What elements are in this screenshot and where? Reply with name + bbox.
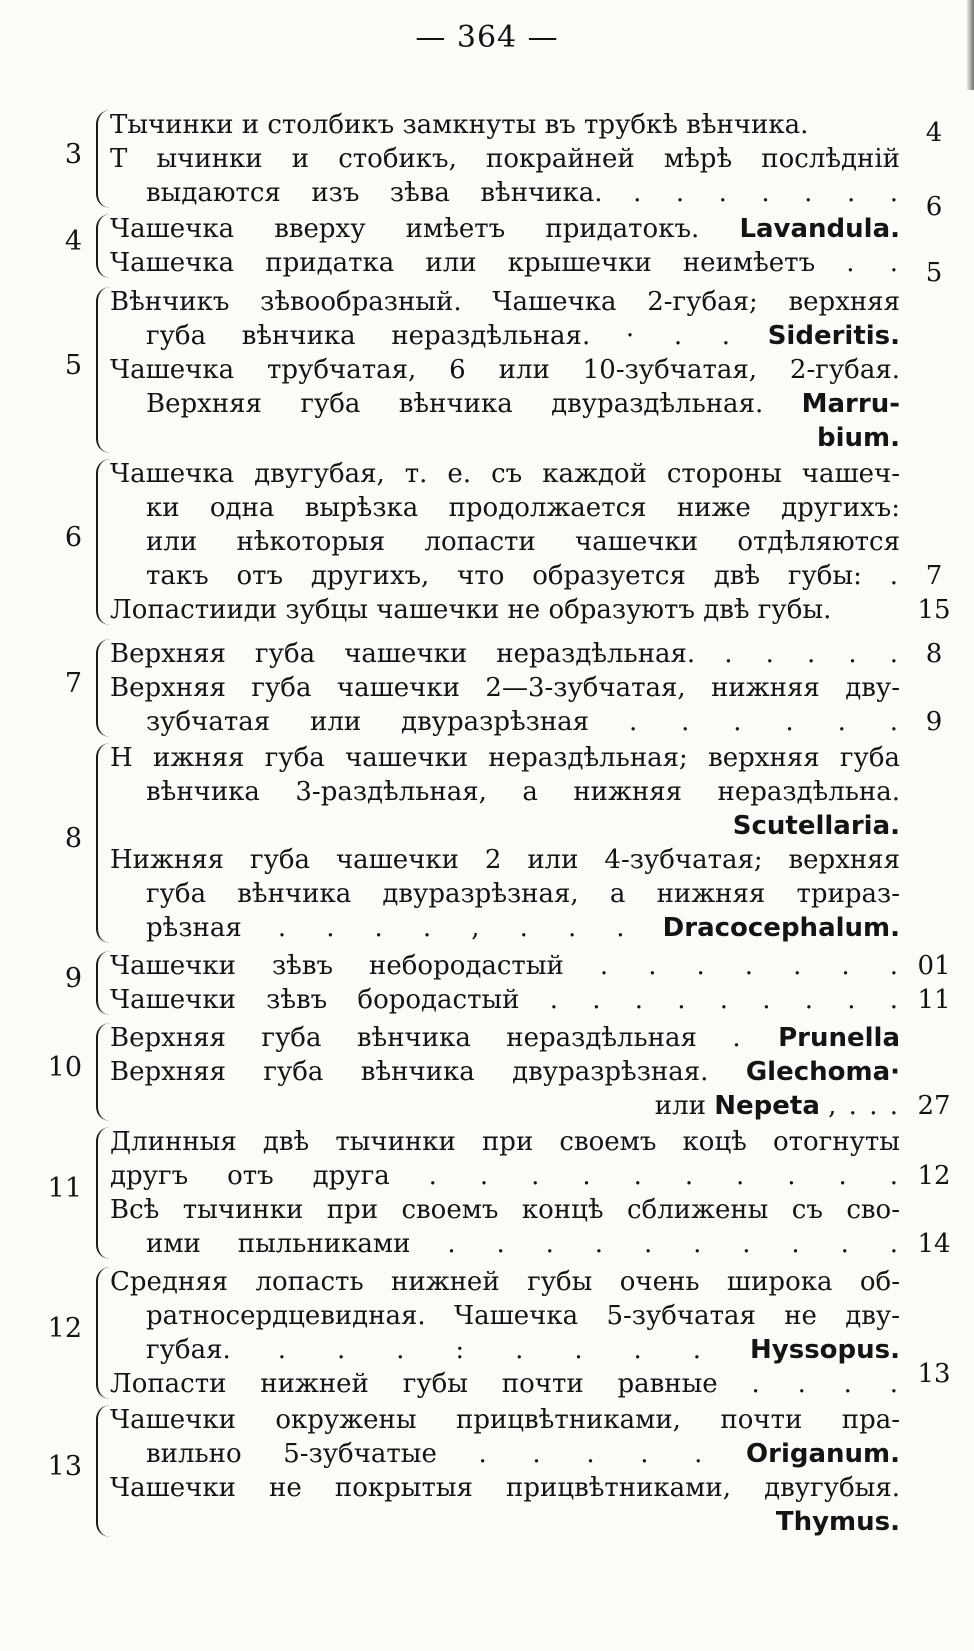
key-line-text bbox=[110, 843, 900, 877]
key-line-text bbox=[110, 246, 900, 280]
couplet-number: 5 bbox=[64, 350, 82, 381]
key-line-words: Длинныя двѣ тычинки при своемъ коцѣ отогнуты bbox=[110, 1127, 900, 1157]
key-line bbox=[146, 525, 900, 559]
key-line-words: выдаются изъ зѣва вѣнчика. bbox=[146, 178, 603, 208]
key-line-words: вильно 5-зубчатые bbox=[146, 1439, 437, 1469]
couplet-number: 11 bbox=[47, 1173, 82, 1204]
key-line-text bbox=[146, 559, 900, 593]
dot-leader: . . . . . . . . . bbox=[549, 985, 900, 1015]
key-line bbox=[110, 246, 900, 280]
key-line bbox=[146, 559, 900, 593]
key-line-text bbox=[110, 1403, 900, 1437]
key-line-words: ки одна вырѣзка продолжается ниже другихъ: bbox=[146, 493, 900, 523]
key-line-text bbox=[110, 285, 900, 319]
key-line-words: Т ычинки и стобикъ, покрайней мѣрѣ послѣдній bbox=[110, 144, 900, 174]
key-line-text bbox=[146, 809, 900, 843]
key-line-words: Всѣ тычинки при своемъ концѣ сближены съ сво- bbox=[110, 1195, 900, 1225]
dot-leader: . . . . . . . . . . bbox=[447, 1229, 901, 1259]
dot-leader: . . . . . bbox=[724, 639, 900, 669]
key-line bbox=[146, 421, 900, 455]
couplet-reference: 7 bbox=[925, 561, 943, 591]
couplet-reference: 14 bbox=[917, 1229, 951, 1259]
couplet-reference: 01 bbox=[917, 951, 951, 981]
couplet-number: 6 bbox=[64, 522, 82, 553]
key-line-text bbox=[146, 1299, 900, 1333]
key-line-text bbox=[146, 491, 900, 525]
key-line-text bbox=[146, 1505, 900, 1539]
couplet-number: 13 bbox=[47, 1451, 82, 1482]
key-line-text bbox=[146, 319, 900, 353]
dot-leader: . . . : . . . . bbox=[277, 1335, 704, 1365]
key-line-words: Чашечки зѣвъ небородастый bbox=[110, 951, 564, 981]
key-line bbox=[146, 911, 900, 945]
genus-name: Hyssopus. bbox=[750, 1335, 901, 1365]
key-line bbox=[110, 949, 900, 983]
key-line-words: Чашечка двугубая, т. е. съ каждой стороны чашеч- bbox=[110, 459, 900, 489]
key-line bbox=[110, 671, 900, 705]
couplet-reference: 15 bbox=[917, 595, 951, 625]
page-number: — 364 — bbox=[415, 20, 559, 55]
key-line bbox=[146, 809, 900, 843]
key-line-words: Вѣнчикъ зѣвообразный. Чашечка 2-губая; верхняя bbox=[110, 287, 900, 317]
key-line bbox=[110, 843, 900, 877]
couplet-number: 10 bbox=[47, 1052, 82, 1083]
key-line-text bbox=[110, 212, 900, 246]
key-line-words: губая. bbox=[146, 1335, 231, 1365]
genus-name: Scutellaria. bbox=[732, 811, 900, 841]
genus-name: Thymus. bbox=[775, 1507, 900, 1537]
couplet-number: 3 bbox=[64, 139, 82, 170]
key-line bbox=[110, 1403, 900, 1437]
genus-name: Glechoma· bbox=[745, 1057, 900, 1087]
key-line-words: зубчатая или двуразрѣзная bbox=[146, 707, 590, 737]
genus-name: Prunella bbox=[778, 1023, 900, 1053]
key-line-text bbox=[110, 671, 900, 705]
key-line-words: Верхняя губа вѣнчика нераздѣльная bbox=[110, 1023, 697, 1053]
key-line bbox=[146, 1227, 900, 1261]
key-line-text bbox=[146, 176, 900, 210]
key-line bbox=[146, 705, 900, 739]
couplet-reference: 5 bbox=[925, 258, 943, 288]
couplet-reference: 9 bbox=[925, 707, 943, 737]
dot-leader: . bbox=[732, 1023, 743, 1053]
key-line-words: губа вѣнчика нераздѣльная. bbox=[146, 321, 591, 351]
key-line-words: другъ отъ друга bbox=[110, 1161, 390, 1191]
key-line-words: Чашечка придатка или крышечки неимѣетъ bbox=[110, 248, 816, 278]
key-line-words: Лопастииди зубцы чашечки не образуютъ двѣ губы. bbox=[110, 595, 832, 625]
couplet-number: 7 bbox=[64, 668, 82, 699]
key-line bbox=[146, 1505, 900, 1539]
genus-name: Marru- bbox=[801, 389, 901, 419]
genus-name: Origanum. bbox=[746, 1439, 901, 1469]
key-line bbox=[110, 983, 900, 1017]
key-line-words: Верхняя губа вѣнчика двуразрѣзная. bbox=[110, 1057, 709, 1087]
key-line bbox=[146, 1333, 900, 1367]
key-line-words: Чашечки зѣвъ бородастый bbox=[110, 985, 520, 1015]
couplet-reference: 13 bbox=[917, 1359, 951, 1389]
key-line-text bbox=[110, 637, 900, 671]
dot-leader: . . . . bbox=[751, 1369, 900, 1399]
key-line-text bbox=[110, 108, 900, 142]
key-line bbox=[146, 1437, 900, 1471]
key-line-text bbox=[146, 705, 900, 739]
couplet-reference: 12 bbox=[917, 1161, 951, 1191]
key-line-text bbox=[146, 1333, 900, 1367]
key-line-words: вѣнчика 3-раздѣльная, а нижняя нераздѣльна. bbox=[146, 777, 900, 807]
key-line-text bbox=[110, 1367, 900, 1401]
key-line-words: губа вѣнчика двуразрѣзная, а нижняя трираз- bbox=[146, 879, 900, 909]
key-line-text bbox=[146, 525, 900, 559]
key-line-words: Нижняя губа чашечки 2 или 4-зубчатая; верхняя bbox=[110, 845, 900, 875]
key-line-words: Чашечка вверху имѣетъ придатокъ. bbox=[110, 214, 700, 244]
key-line-text bbox=[110, 1125, 900, 1159]
dot-leader: . . . . , . . . bbox=[277, 913, 627, 943]
couplet-reference: 4 bbox=[925, 118, 943, 148]
key-line-words: Чашечки окружены прицвѣтниками, почти пра- bbox=[110, 1405, 900, 1435]
key-line bbox=[146, 387, 900, 421]
key-line-words: Лопасти нижней губы почти равные bbox=[110, 1369, 718, 1399]
key-line-text bbox=[146, 1437, 900, 1471]
key-line-text bbox=[146, 1089, 900, 1123]
key-line-text bbox=[110, 1055, 900, 1089]
key-line bbox=[146, 877, 900, 911]
key-line bbox=[110, 285, 900, 319]
key-line bbox=[146, 775, 900, 809]
key-line-words: рѣзная bbox=[146, 913, 242, 943]
key-line bbox=[110, 1055, 900, 1089]
key-line-text bbox=[146, 421, 900, 455]
dot-leader: , . . . bbox=[828, 1091, 900, 1121]
dot-leader: . . . . . bbox=[478, 1439, 705, 1469]
key-line-words: Чашечки не покрытыя прицвѣтниками, двугубыя. bbox=[110, 1473, 900, 1503]
dot-leader: . . . . . . . bbox=[633, 178, 900, 208]
key-line-text bbox=[110, 142, 900, 176]
couplet-reference: 6 bbox=[925, 192, 943, 222]
key-line bbox=[110, 1193, 900, 1227]
genus-name: Sideritis. bbox=[767, 321, 901, 351]
key-line-prefix: или bbox=[654, 1091, 706, 1121]
key-line bbox=[110, 741, 900, 775]
couplet-number: 8 bbox=[64, 823, 82, 854]
genus-name: Dracocephalum. bbox=[662, 913, 900, 943]
key-line-text bbox=[110, 741, 900, 775]
dot-leader: . bbox=[889, 561, 900, 591]
key-line-words: ими пыльниками bbox=[146, 1229, 411, 1259]
key-line-text bbox=[110, 353, 900, 387]
key-line bbox=[110, 637, 900, 671]
key-line-words: Средняя лопасть нижней губы очень широка об- bbox=[110, 1267, 900, 1297]
key-line bbox=[110, 212, 900, 246]
dot-leader: . . . . . . . . . . bbox=[428, 1161, 901, 1191]
key-line-words: ратносердцевидная. Чашечка 5-зубчатая не дву- bbox=[146, 1301, 900, 1331]
genus-name: Nepeta bbox=[714, 1091, 820, 1121]
key-line-text bbox=[110, 1471, 900, 1505]
key-line-text bbox=[110, 1265, 900, 1299]
key-line bbox=[146, 1089, 900, 1123]
couplet-reference: 27 bbox=[917, 1091, 951, 1121]
key-line-text bbox=[110, 1193, 900, 1227]
key-line bbox=[110, 1471, 900, 1505]
key-line-text bbox=[110, 1159, 900, 1193]
key-line bbox=[146, 491, 900, 525]
dot-leader: · . . bbox=[625, 321, 733, 351]
key-line-words: или нѣкоторыя лопасти чашечки отдѣляются bbox=[146, 527, 900, 557]
key-line-words: Н ижняя губа чашечки нераздѣльная; верхняя губа bbox=[110, 743, 900, 773]
key-line-words: Верхняя губа вѣнчика двураздѣльная. bbox=[146, 389, 764, 419]
key-line bbox=[110, 457, 900, 491]
key-line-text bbox=[146, 775, 900, 809]
key-line bbox=[110, 108, 900, 142]
key-line-words: Верхняя губа чашечки 2—3-зубчатая, нижняя дву- bbox=[110, 673, 900, 703]
key-line bbox=[146, 1299, 900, 1333]
key-line-text bbox=[110, 949, 900, 983]
key-line-text bbox=[146, 877, 900, 911]
key-line-text bbox=[146, 387, 900, 421]
key-line bbox=[110, 1021, 900, 1055]
key-line-words: такъ отъ другихъ, что образуется двѣ губы: bbox=[146, 561, 862, 591]
genus-name: Lavandula. bbox=[739, 214, 901, 244]
genus-name: bium. bbox=[816, 423, 900, 453]
key-line-words: Тычинки и столбикъ замкнуты въ трубкѣ вѣнчика. bbox=[110, 110, 809, 140]
key-line bbox=[146, 176, 900, 210]
dot-leader: . . bbox=[846, 248, 901, 278]
dot-leader: . . . . . . bbox=[628, 707, 900, 737]
couplet-number: 12 bbox=[47, 1313, 82, 1344]
key-line-text bbox=[110, 983, 900, 1017]
key-line-text bbox=[110, 593, 900, 627]
key-line bbox=[110, 1265, 900, 1299]
key-line-words: Чашечка трубчатая, 6 или 10-зубчатая, 2-губая. bbox=[110, 355, 900, 385]
couplet-number: 9 bbox=[64, 963, 82, 994]
key-line-text bbox=[110, 1021, 900, 1055]
key-line-text bbox=[146, 1227, 900, 1261]
key-line bbox=[110, 1159, 900, 1193]
couplet-reference: 8 bbox=[925, 639, 943, 669]
key-line bbox=[110, 593, 900, 627]
key-line bbox=[146, 319, 900, 353]
key-line bbox=[110, 353, 900, 387]
key-line bbox=[110, 142, 900, 176]
couplet-reference: 11 bbox=[917, 985, 951, 1015]
key-line-words: Верхняя губа чашечки нераздѣльная. bbox=[110, 639, 696, 669]
key-line bbox=[110, 1367, 900, 1401]
key-line-text bbox=[146, 911, 900, 945]
couplet-number: 4 bbox=[64, 226, 82, 257]
key-line-text bbox=[110, 457, 900, 491]
dot-leader: . . . . . . . bbox=[599, 951, 900, 981]
key-line bbox=[110, 1125, 900, 1159]
